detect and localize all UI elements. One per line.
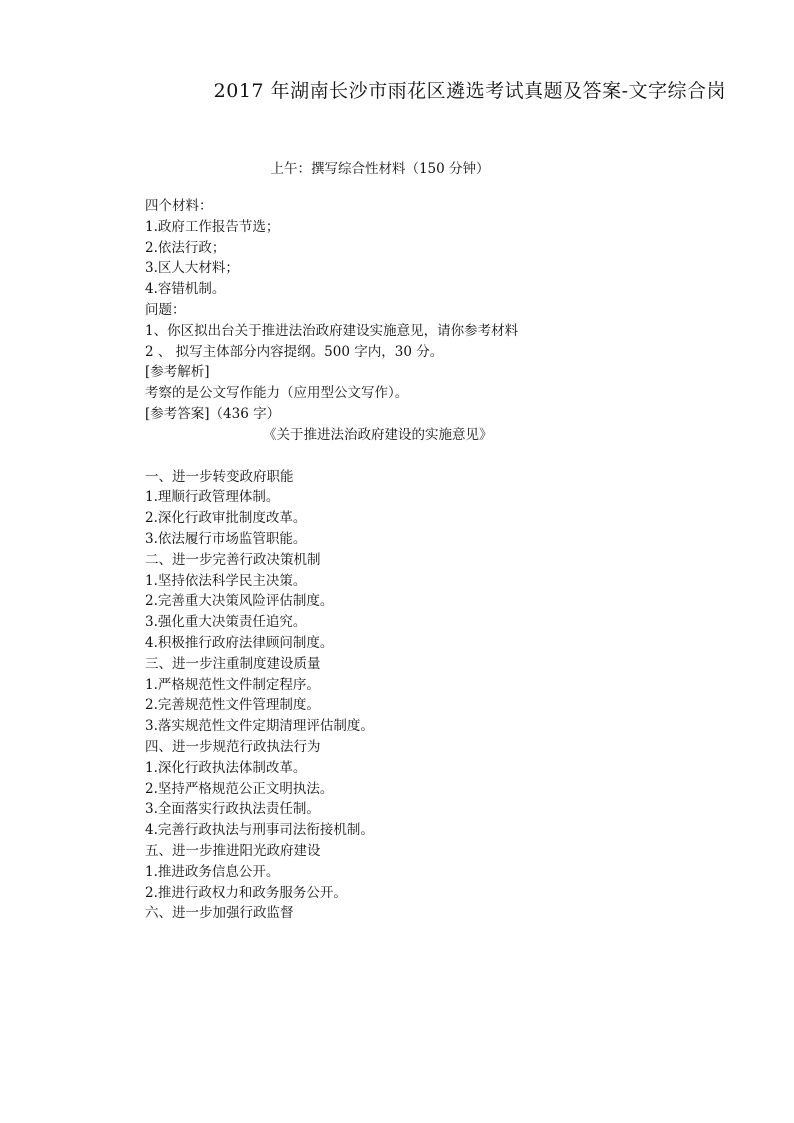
outline-line: 3.强化重大决策责任追究。: [145, 614, 307, 631]
outline-line: 3.依法履行市场监管职能。: [145, 530, 307, 547]
outline-line: 3.全面落实行政执法责任制。: [145, 801, 320, 818]
outline-line: 1.坚持依法科学民主决策。: [145, 572, 307, 589]
text-line: [参考解析]: [145, 364, 210, 381]
outline-line: 4.积极推行政府法律顾问制度。: [145, 634, 334, 651]
outline-line: 2.深化行政审批制度改革。: [145, 510, 307, 527]
outline-line: 2.推进行政权力和政务服务公开。: [145, 884, 347, 901]
blank-line: [145, 446, 745, 467]
outline-line: 1.推进政务信息公开。: [145, 863, 280, 880]
outline-line: 2.坚持严格规范公正文明执法。: [145, 780, 334, 797]
text-line: 2.依法行政；: [145, 239, 226, 256]
text-line: 4.容错机制。: [145, 281, 226, 298]
outline-line: 一、进一步转变政府职能: [145, 468, 294, 485]
outline-line: 2.完善重大决策风险评估制度。: [145, 593, 334, 610]
text-line: 2 、 拟写主体部分内容提纲。500 字内，30 分。: [145, 343, 444, 360]
outline-line: 1.严格规范性文件制定程序。: [145, 676, 320, 693]
outline-line: 2.完善规范性文件管理制度。: [145, 697, 320, 714]
outline-line: 四、进一步规范行政执法行为: [145, 738, 321, 755]
outline-line: 4.完善行政执法与刑事司法衔接机制。: [145, 822, 374, 839]
outline-line: 3.落实规范性文件定期清理评估制度。: [145, 718, 374, 735]
text-line: 3.区人大材料；: [145, 260, 239, 277]
document-subtitle: 上午：撰写综合性材料（150 分钟）: [270, 161, 490, 177]
text-line: 问题：: [145, 301, 186, 318]
text-line: [参考答案]（436 字）: [145, 405, 281, 422]
text-line: 考察的是公文写作能力（应用型公文写作）。: [145, 385, 409, 402]
outline-line: 1.理顺行政管理体制。: [145, 489, 280, 506]
outline-line: 二、进一步完善行政决策机制: [145, 551, 321, 568]
text-line: 四个材料：: [145, 198, 213, 214]
outline-line: 五、进一步推进阳光政府建设: [145, 842, 321, 859]
answer-heading: 《关于推进法治政府建设的实施意见》: [263, 426, 493, 443]
text-line: 1、你区拟出台关于推进法治政府建设实施意见，请你参考材料: [145, 322, 519, 339]
document-body: [145, 196, 745, 924]
outline-line: 六、进一步加强行政监督: [145, 905, 294, 922]
document-title: 2017 年湖南长沙市雨花区遴选考试真题及答案-文字综合岗: [213, 80, 726, 102]
text-line: 1.政府工作报告节选；: [145, 218, 280, 235]
outline-line: 三、进一步注重制度建设质量: [145, 655, 321, 672]
outline-line: 1.深化行政执法体制改革。: [145, 759, 307, 776]
